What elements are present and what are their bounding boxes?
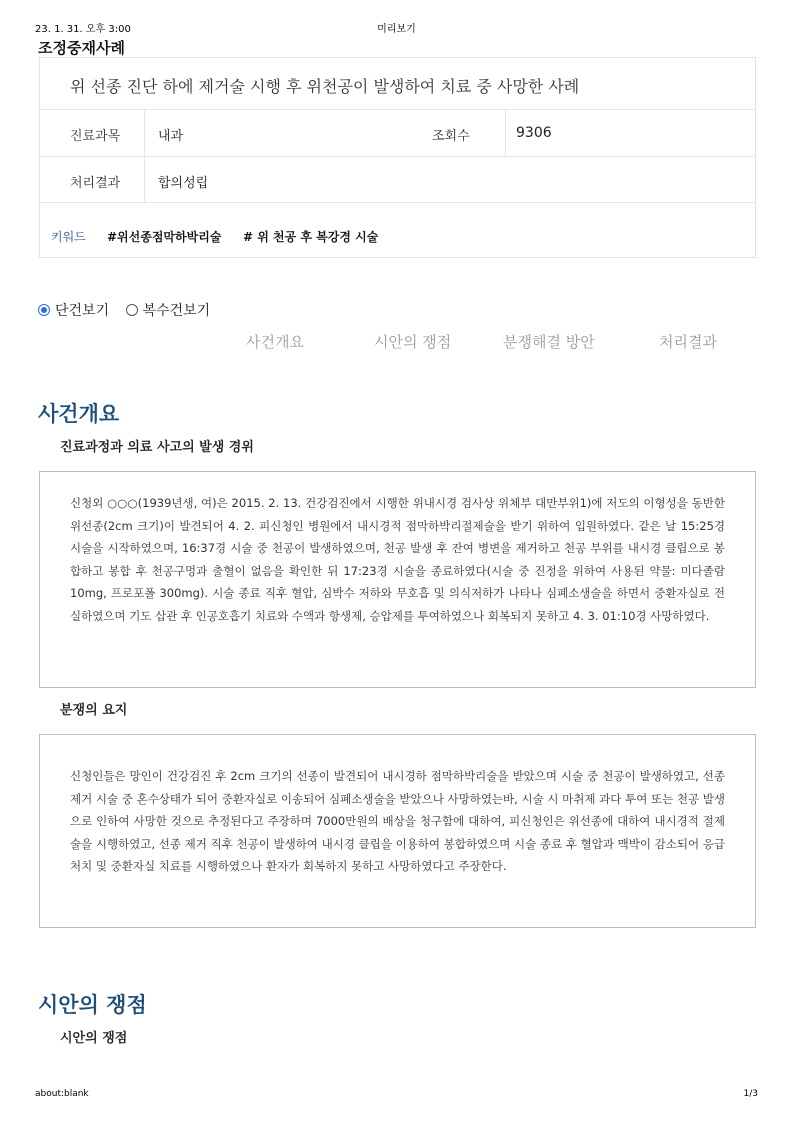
views-value: 9306: [516, 125, 552, 141]
view-mode-group: [38, 300, 222, 320]
sub-title-process: 진료과정과 의료 사고의 발생 경위: [60, 440, 254, 455]
print-date: 23. 1. 31. 오후 3:00: [35, 24, 131, 35]
tab-result[interactable]: 처리결과: [659, 333, 717, 351]
radio-unchecked-icon: [126, 304, 138, 316]
row-divider: [40, 109, 755, 110]
multiple-view-label: 복수건보기: [142, 303, 211, 319]
keyword-label: 키워드: [51, 230, 86, 244]
multiple-view-radio[interactable]: [126, 300, 211, 320]
section-title-overview: 사건개요: [38, 402, 120, 426]
tab-issues[interactable]: 시안의 쟁점: [374, 333, 452, 351]
process-text-box: [39, 471, 756, 688]
print-title: 미리보기: [377, 24, 416, 35]
print-footer: [35, 1089, 758, 1101]
keyword-tag[interactable]: # 위 천공 후 복강경 시술: [243, 230, 379, 244]
column-divider: [505, 109, 506, 157]
single-view-label: 단건보기: [55, 303, 110, 319]
case-info-box: [39, 57, 756, 258]
radio-checked-icon: [38, 304, 50, 316]
views-label: 조회수: [432, 129, 470, 144]
result-label: 처리결과: [70, 176, 121, 191]
case-title: 위 선종 진단 하에 제거술 시행 후 위천공이 발생하여 치료 중 사망한 사례: [70, 77, 580, 96]
column-divider: [144, 156, 145, 203]
single-view-radio[interactable]: [38, 300, 109, 320]
dispute-text: 신청인들은 망인이 건강검진 후 2cm 크기의 선종이 발견되어 내시경하 점막하박리술을 받았으며 시술 중 천공이 발생하였고, 선종제거 시술 중 혼수상태가 되어 중환자실로 이송되어 심폐소생술을 받았으나 사망하였는바, 시술 시 마취제 과다 투여 또는 천공 발생으로 인하여 사망한 것으로 추정된다고 주장하며 7000만원의 배상을 청구함에 대하여, 피신청인은 위선종에 대하여 내시경적 절제술을 시행하였고, 선종 제거 직후 천공이 발생하여 내시경 클립을 이용하여 봉합하였으며 시술 종료 후 혈압과 맥박이 감소되어 응급 처치 및 중환자실 치료를 시행하였으나 환자가 회복하지 못하고 사망하였다고 주장한다.: [70, 769, 725, 873]
tab-overview[interactable]: 사건개요: [246, 333, 304, 351]
section-title-issues: 시안의 쟁점: [38, 993, 147, 1017]
department-value: 내과: [158, 129, 184, 144]
row-divider: [40, 156, 755, 157]
column-divider: [144, 109, 145, 157]
sub-title-issues: 시안의 쟁점: [60, 1031, 128, 1046]
keyword-tag[interactable]: #위선종점막하박리술: [107, 230, 222, 244]
print-header: [35, 20, 758, 34]
dispute-text-box: [39, 734, 756, 928]
row-divider: [40, 202, 755, 203]
print-url: about:blank: [35, 1089, 89, 1099]
process-text: 신청외 ○○○(1939년생, 여)은 2015. 2. 13. 건강검진에서 시행한 위내시경 검사상 위체부 대만부위1)에 저도의 이형성을 동반한 위선종(2cm 크기)이 발견되어 4. 2. 피신청인 병원에서 내시경적 점막하박리절제술을 받기 위하여 입원하였다. 같은 날 15:25경 시술을 시작하였으며, 16:37경 시술 중 천공이 발생하였으며, 천공 발생 후 잔여 병변을 제거하고 천공 부위를 내시경 클립으로 봉합하고 봉합 후 천공구멍과 출혈이 없음을 확인한 뒤 17:23경 시술을 종료하였다(시술 중 진정을 위하여 사용된 약물: 미다졸람 10mg, 프로포폴 300mg). 시술 종료 직후 혈압, 심박수 저하와 무호흡 및 의식저하가 나타나 심폐소생술을 하면서 중환자실로 전실하였으며 기도 삽관 후 인공호흡기 치료와 수액과 항생제, 승압제를 투여하였으나 회복되지 못하고 4. 3. 01:10경 사망하였다.: [70, 496, 725, 623]
sub-title-dispute: 분쟁의 요지: [60, 703, 128, 718]
page-number: 1/3: [743, 1089, 758, 1099]
department-label: 진료과목: [70, 129, 121, 144]
tab-resolution[interactable]: 분쟁해결 방안: [503, 333, 595, 351]
result-value: 합의성립: [158, 176, 209, 191]
page-title: 조정중재사례: [38, 39, 125, 57]
